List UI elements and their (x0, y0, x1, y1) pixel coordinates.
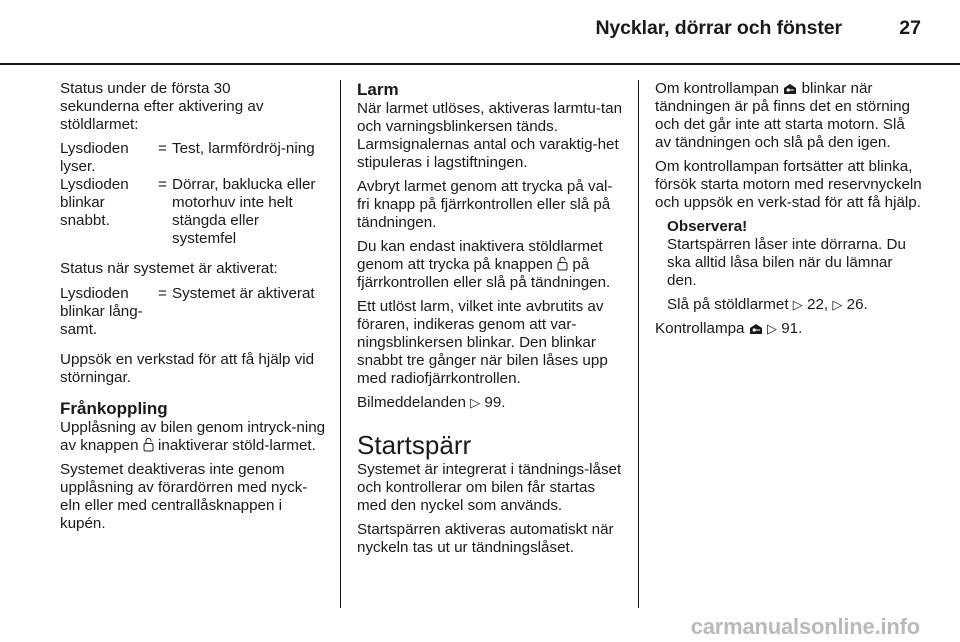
table-cell-label: Lysdioden lyser. (60, 140, 129, 175)
status-first-intro: Status under de första 30 sekunderna efter aktivering av stöldlarmet: (60, 80, 264, 133)
note-box (655, 218, 925, 314)
frankoppling-paragraph-2: Systemet deaktiveras inte genom upplåsning av förardörren med nyck-eln eller med centrallåsknappen i kupén. (60, 461, 308, 532)
watermark: carmanualsonline.info (690, 614, 920, 639)
column-divider (340, 80, 341, 608)
workshop-text: Uppsök en verkstad för att få hjälp vid störningar. (60, 351, 315, 386)
page-ref-arrow-icon: ▷ (832, 297, 843, 312)
table-cell-label: Lysdioden blinkar lång-samt. (60, 285, 143, 338)
startsparr-paragraph-1: Systemet är integrerat i tändnings-låset och kontrollerar om bilen får startas med den nyckel som används. (357, 461, 622, 514)
page-ref-arrow-icon: ▷ (766, 321, 777, 336)
column-divider (638, 80, 639, 608)
note-heading: Observera! (667, 218, 748, 235)
page-title: Nycklar, dörrar och fönster (595, 17, 842, 39)
table-cell-eq: = (158, 176, 167, 193)
heading-larm: Larm (357, 80, 399, 99)
unlock-icon (557, 256, 568, 271)
frankoppling-paragraph-1: Upplåsning av bilen genom intryck-ning av knappen inaktiverar stöld-larmet. (60, 419, 326, 454)
page-header (0, 0, 960, 64)
page-ref-arrow-icon: ▷ (792, 297, 803, 312)
table-cell-label: Lysdioden blinkar snabbt. (60, 176, 129, 229)
page-number: 27 (899, 17, 921, 39)
heading-frankoppling: Frånkoppling (60, 399, 168, 418)
kontrollampa-paragraph-2: Om kontrollampan fortsätter att blinka, försök starta motorn med reservnyckeln och uppsök en verk-stad för att få hjälp. (655, 158, 922, 211)
kontrollampa-paragraph-1: Om kontrollampan blinkar när tändningen är på finns det en störning och det går inte att starta motorn. Slå av tändningen och slå på den igen. (655, 80, 910, 151)
immobilizer-icon (783, 83, 797, 95)
status-table-2 (60, 285, 326, 339)
larm-paragraph-3: Du kan endast inaktivera stöldlarmet genom att trycka på knappen på fjärrkontrollen eller slå på tändningen. (357, 238, 611, 291)
unlock-icon (143, 437, 154, 452)
column-left (60, 80, 326, 539)
page-ref-arrow-icon: ▷ (470, 395, 481, 410)
kontrollampa-ref[interactable]: Kontrollampa ▷ 91. (655, 320, 803, 337)
immobilizer-icon (749, 323, 763, 335)
larm-paragraph-2: Avbryt larmet genom att trycka på val-fri knapp på fjärrkontrollen eller slå på tändningen. (357, 178, 613, 231)
note-paragraph-2[interactable]: Slå på stöldlarmet ▷ 22, ▷ 26. (667, 296, 868, 313)
larm-paragraph-1: När larmet utlöses, aktiveras larmtu-tan och varningsblinkersen tänds. Larmsignalernas antal och varaktig-het stipuleras i lagstiftningen. (357, 100, 623, 171)
table-cell-value: Systemet är aktiverat (172, 285, 315, 302)
status-active-intro: Status när systemet är aktiverat: (60, 260, 278, 277)
bilmeddelanden-ref[interactable]: Bilmeddelanden ▷ 99. (357, 394, 506, 411)
column-right (655, 80, 925, 344)
table-cell-eq: = (158, 140, 167, 157)
status-table-1 (60, 140, 326, 248)
table-cell-value: Test, larmfördröj-ning (172, 140, 315, 157)
table-cell-eq: = (158, 285, 167, 302)
column-middle (357, 80, 625, 563)
note-paragraph-1: Startspärren låser inte dörrarna. Du ska alltid låsa bilen när du lämnar den. (667, 236, 906, 289)
larm-paragraph-4: Ett utlöst larm, vilket inte avbrutits av föraren, indikeras genom att var-ningsblinkersen blinkar. Den blinkar snabbt tre gånger när bilen låses upp med radiofjärrkontrollen. (357, 298, 608, 387)
table-cell-value: Dörrar, baklucka eller motorhuv inte helt stängda eller systemfel (172, 176, 316, 247)
startsparr-paragraph-2: Startspärren aktiveras automatiskt när nyckeln tas ut ur tändningslåset. (357, 521, 614, 556)
heading-startsparr: Startspärr (357, 430, 472, 460)
header-rule (0, 63, 960, 65)
